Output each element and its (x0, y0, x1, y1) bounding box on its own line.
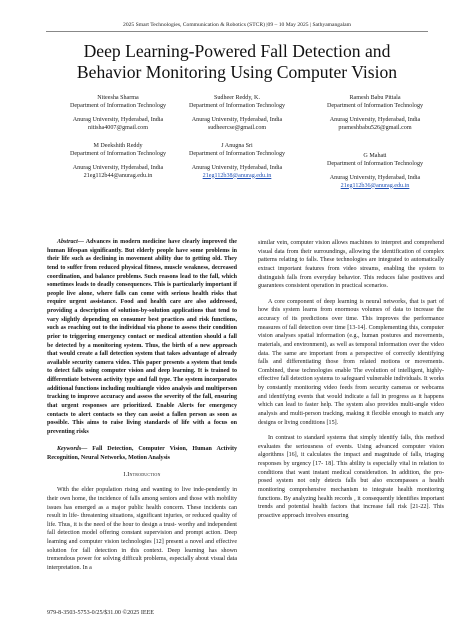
author-name: J Anugna Sri (221, 143, 253, 149)
paper-title-line-2: Behavior Monitoring Using Computer Vision (76, 62, 398, 82)
body-paragraph-2: A core component of deep learning is neural networks, that is part of how this system learns from enormous volumes of data to increase the accuracy of its predictions over time. This improves the performance measures of fall detection over time [13-14]. Complementing this, computer vision analyses spatial information (e.g., human postures and movements, materials, and environment), as well as temporal information over the video data. The same are important from a perspective of correctly identifying falls and differentiating those from related motions or movements. Combined, these technologies enable The evolution of intelligent, highly-effective fall detection systems to safeguard vulnerable individuals. It works by constantly monitoring video feeds from security cameras or webcams and identifying events that would indicate a fall in progress as it happens which can lead to faster help. The system also provides multi-angle video analysis and multi-person tracking, making it flexible enough to match any designs or living conditions [15]. (258, 298, 444, 426)
author-name: G Mahati (363, 153, 387, 159)
paper-title (30, 41, 444, 83)
left-column (47, 238, 237, 573)
author-card-2 (162, 95, 312, 132)
abstract-text: Advances in modern medicine have clearly improved the human lifespan significantly. But elderly people have some problems in their life such as declining in movement ability due to getting old. They tend to suffer from reduced physical fitness, muscle weakness, decreased coordination, and balance problems. Such reasons lead to the fall, which sometimes leads to deadly consequences. This is particularly important if people live alone, where falls can come with serious health risks that require urgent assistance. Food and health care are also addressed, providing a description of solution-by-solution applications that tend to vary slightly depending on consumer best practices and risk functions, such as reaching out to the individual via phone to assess their condition prior to triggering emergency contact or medical attention should a fall be detected by a monitoring system. Thus, the birth of a new approach that would create a fall detection system that takes advantage of already available security camera video. This paper presents a system that tends to detect falls using computer vision and deep learning. It is trained to differentiate between activity type and fall type. The system incorporates additional functions including multiangle video analysis and multiperson tracking to improve accuracy and assess the severity of the fall, ensuring that urgent responses are prioritized. Enable Alerts for emergency contacts to alert contacts so they can assist a fallen person as soon as possible. This aims to raise living standards of life with a focus on preventing risks (47, 239, 237, 435)
author-name: M Deekshith Reddy (93, 143, 143, 149)
abstract (47, 238, 237, 436)
author-card-6 (300, 153, 450, 190)
author-email[interactable]: nitisha4007@gmail.com (88, 124, 148, 131)
conference-header: 2025 Smart Technologies, Communication & Robotics (STCR) |09 – 10 May 2025 | Sathyamangalam (123, 22, 351, 28)
author-department: Department of Information Technology (326, 102, 424, 109)
author-email[interactable]: sudheercse@gmail.com (207, 124, 267, 131)
right-column (258, 239, 444, 520)
keywords-text: Fall Detection, Computer Vision, Human Activity Recognition, Neural Networks, Motion Analysis (47, 446, 237, 461)
body-paragraph-3: In contrast to standard systems that simply identify falls, this method evaluates the seriousness of events. Using advanced computer vision algorithms [16], it calculates the impact and magnitude of falls, triaging responses by urgency [17- 18]. This ability is especially vital in relation to conditions that want instant medical consideration. In addition, the pro- posed system not only detects falls but also encompasses a health monitoring comprehensive mechanism to integrate health monitoring functions. By analyzing health records , it consequently identifies important trends and potential health factors that increase fall risk [21-22]. This proactive approach involves ensuring (258, 435, 444, 519)
author-email[interactable]: prameshbabu526@gmail.com (338, 124, 412, 131)
author-card-3 (300, 95, 450, 132)
author-name: Niteesha Sharma (97, 95, 139, 101)
author-department: Department of Information Technology (69, 150, 167, 157)
author-email-link[interactable]: 21eg112b38@anurag.edu.in (202, 172, 272, 179)
author-affiliation: Anurag University, Hyderabad, India (191, 165, 283, 171)
author-name: Ramesh Babu Pittala (349, 95, 401, 101)
author-affiliation: Anurag University, Hyderabad, India (191, 117, 283, 123)
copyright-footer: 979-8-3503-5753-0/25/$31.00 ©2025 IEEE (47, 610, 155, 616)
introduction-paragraph: With the elder population rising and wanting to live inde-pendently in their own home, the incidence of falls among seniors and those with mobility issues has emerged as a major public health concern. These incidents can result in life- threatening situations, significant injuries, or reduced quality of life. Thus, it is the need of the hour to design a trust- worthy and independent fall detection model offering constant supervision and prompt action. Deep learning and computer vision technologies [12] present a novel and effective solution for fall detection in this context. Deep learning has shown tremendous power for solving difficult problems, especially about visual data interpretation. In a (47, 487, 237, 571)
author-department: Department of Information Technology (188, 102, 286, 109)
author-department: Department of Information Technology (188, 150, 286, 157)
author-card-5 (162, 143, 312, 180)
author-email[interactable]: 21eg112b44@anurag.edu.in (83, 172, 153, 179)
paper-title-line-1: Deep Learning-Powered Fall Detection and (83, 41, 391, 61)
abstract-label: Abstract— (57, 239, 84, 245)
author-name: Sudheer Reddy, K. (214, 95, 260, 101)
keywords (47, 445, 237, 462)
author-department: Department of Information Technology (326, 160, 424, 167)
author-email-link[interactable]: 21eg112b36@anurag.edu.in (340, 182, 410, 189)
body-paragraph-1: similar vein, computer vision allows machines to interpret and comprehend visual data from their surroundings, allowing the identification of complex patterns relating to falls. These technologies are integrated to automatically extract important features from video streams, enabling the system to distinguish falls from everyday behavior. This reduces false positives and guarantees consistent operation in practical scenarios. (258, 240, 444, 290)
author-department: Department of Information Technology (69, 102, 167, 109)
section-heading-introduction: I.Introduction (123, 471, 161, 478)
author-affiliation: Anurag University, Hyderabad, India (329, 175, 421, 181)
author-affiliation: Anurag University, Hyderabad, India (72, 117, 164, 123)
header-divider (46, 31, 428, 32)
author-affiliation: Anurag University, Hyderabad, India (72, 165, 164, 171)
keywords-label: Keywords— (57, 446, 88, 453)
author-affiliation: Anurag University, Hyderabad, India (329, 117, 421, 123)
